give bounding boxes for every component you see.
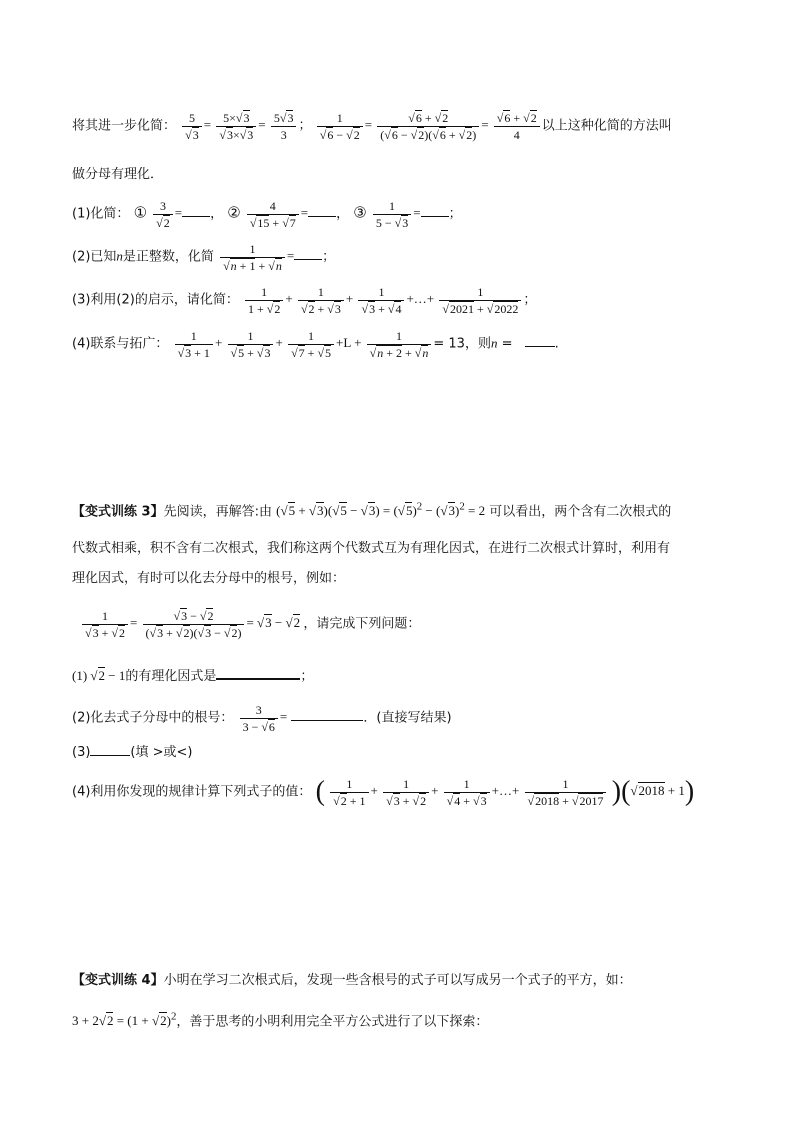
circle-2-icon: ② <box>227 203 241 222</box>
p1-q1-label: (1)化简： <box>72 206 130 222</box>
p1-q2-end: ； <box>322 249 336 265</box>
p1-q2-b: 是正整数，化简 <box>122 249 214 265</box>
answer-blank[interactable] <box>291 709 363 721</box>
p1-q2-n: n <box>116 248 123 264</box>
p2-q1: (1) √2 − 1的有理化因式是 ； <box>72 668 314 684</box>
circle-1-icon: ① <box>133 203 148 222</box>
p2-q3 <box>72 744 192 759</box>
p1-q3: (3)利用(2)的启示，请化简： $\frac{1}{1 + √2}$ + $\frac{1}{√2 + √3}$ + $\frac{1}{√3 + √4}$ +…+ $\frac{1}{√2021 + √2022}$ ； <box>72 285 537 316</box>
p1-line2: 做分母有理化． <box>72 167 164 182</box>
answer-blank[interactable] <box>294 248 322 260</box>
p1-q4: (4)联系与拓广： $\frac{1}{√3 + 1}$ + $\frac{1}{√5 + √3}$ + $\frac{1}{√7 + √5}$ +L + $\frac{1}{√n + 2 + √n}$ = 13，则n = . <box>72 329 559 360</box>
p3-line1-text: 小明在学习二次根式后，发现一些含根号的式子可以写成另一个式子的平方，如： <box>163 973 632 988</box>
p3-line2 <box>72 1012 488 1028</box>
p1-q1-end: ； <box>448 206 462 222</box>
p2-header: 【变式训练 3】 <box>72 504 164 520</box>
p2-q3-tail: (填 >或<) <box>130 745 193 760</box>
p1-example-1: $\frac{5}{√3}$ = $\frac{5\times√3}{√3\times√3}$ = $\frac{5√3}{3}$ ； <box>180 117 315 132</box>
p1-q3-label: (3)利用(2)的启示，请化简： <box>72 292 239 308</box>
p2-q3-label: (3) <box>72 745 91 760</box>
p2-q2-end: ．(直接写结果) <box>363 710 452 726</box>
answer-blank[interactable] <box>182 205 210 217</box>
p1-q4-end: . <box>554 336 559 352</box>
answer-blank[interactable] <box>90 744 130 756</box>
answer-blank[interactable] <box>308 205 336 217</box>
p2-q4-label: (4)利用你发现的规律计算下列式子的值： <box>72 784 312 800</box>
p2-q1-text: 的有理化因式是 <box>125 669 217 684</box>
p2-intro: 先阅读，再解答:由 <box>163 504 272 520</box>
p1-tail: 以上这种化简的方法叫 <box>541 118 672 134</box>
p2-q1-end: ； <box>300 669 314 684</box>
p2-intro-tail: 可以看出，两个含有二次根式的 <box>489 504 672 520</box>
p1-q1: (1)化简： ① $\frac{3}{√2}$ = ， ② $\frac{4}{√15 + √7}$ = ， ③ $\frac{1}{5 - √3}$ = ； <box>72 199 462 230</box>
p1-q3-end: ； <box>523 292 537 308</box>
p1-line1 <box>72 112 672 141</box>
p3-header: 【变式训练 4】 <box>72 973 164 988</box>
p1-q4-label: (4)联系与拓广： <box>72 336 169 352</box>
p2-q2-label: (2)化去式子分母中的根号： <box>72 710 234 726</box>
p1-q2: (2)已知n是正整数，化简 $\frac{1}{√n + 1 + √n}$ = ； <box>72 242 336 273</box>
circle-3-icon: ③ <box>353 203 367 222</box>
p2-line3: 理化因式，有时可以化去分母中的根号，例如： <box>72 571 346 586</box>
p2-line2: 代数式相乘，积不含有二次根式，我们称这两个代数式互为有理化因式，在进行二次根式计算时，利用有 <box>72 541 671 556</box>
p2-example-tail: ，请完成下列问题： <box>303 616 421 632</box>
answer-blank[interactable] <box>216 667 300 680</box>
p3-line2-text: ，善于思考的小明利用完全平方公式进行了以下探索： <box>176 1014 489 1030</box>
p2-q4: (4)利用你发现的规律计算下列式子的值： ( $\frac{1}{√2 + 1}$ + $\frac{1}{√3 + √2}$ + $\frac{1}{√4 + √3}$ +…+ $\frac{1}{√2018 + √2017}$ )(√2018 + 1) <box>72 776 695 808</box>
p1-q4-eq: = 13，则 <box>433 336 491 352</box>
p1-q2-a: (2)已知 <box>72 249 117 265</box>
p1-q4-n: n <box>490 335 498 351</box>
p2-q2: (2)化去式子分母中的根号： $\frac{3}{3 - √6}$ = ．(直接写结果) <box>72 703 452 734</box>
answer-blank[interactable] <box>421 205 449 217</box>
answer-blank[interactable] <box>525 335 555 347</box>
p2-identity: $(√5 + √3)(√5 - √3) = (√5)^2 - (√3)^2 = 2$ <box>276 501 486 519</box>
p2-example: $\frac{1}{√3 + √2}$ = $\frac{√3 - √2}{(√3 + √2)(√3 - √2)}$ = √3 − √2 ，请完成下列问题： <box>80 610 420 639</box>
p3-identity: $3 + 2√2 = (1 + √2)^2$ <box>72 1011 177 1029</box>
p3-line1 <box>72 974 632 987</box>
p1-example-2: $\frac{1}{√6 - √2}$ = $\frac{√6 + √2}{(√6 - √2)(√6 + √2)}$ = $\frac{√6 + √2}{4}$ <box>315 117 542 132</box>
p1-intro: 将其进一步化简： <box>72 118 177 134</box>
p2-line1 <box>72 502 671 518</box>
